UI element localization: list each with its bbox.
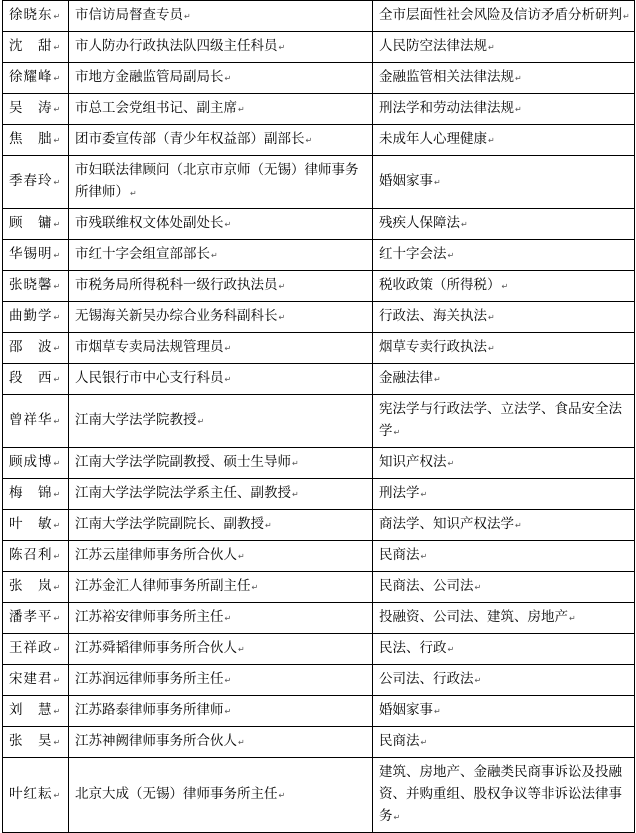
paragraph-mark-icon: ↵ <box>434 178 441 187</box>
paragraph-mark-icon: ↵ <box>53 375 62 384</box>
expert-specialty: 未成年人心理健康 <box>379 131 487 147</box>
paragraph-mark-icon: ↵ <box>53 282 62 291</box>
expert-specialty-cell <box>373 302 635 333</box>
expert-specialty-cell <box>373 209 635 240</box>
expert-name-cell <box>3 209 69 240</box>
table-row <box>3 32 635 63</box>
expert-specialty-cell <box>373 510 635 541</box>
expert-position-cell <box>69 333 373 364</box>
expert-name: 段 西 <box>9 370 53 386</box>
expert-name-cell <box>3 572 69 603</box>
expert-position-cell <box>69 209 373 240</box>
paragraph-mark-icon: ↵ <box>569 614 576 623</box>
expert-position-cell <box>69 156 373 209</box>
expert-position: 江苏金汇人律师事务所副主任 <box>75 578 251 594</box>
paragraph-mark-icon: ↵ <box>53 43 62 52</box>
table-row <box>3 448 635 479</box>
table-row <box>3 665 635 696</box>
expert-position-cell <box>69 240 373 271</box>
paragraph-mark-icon: ↵ <box>420 490 428 499</box>
expert-name: 宋建君 <box>9 671 53 687</box>
paragraph-mark-icon: ↵ <box>224 74 232 83</box>
expert-specialty-cell <box>373 63 635 94</box>
expert-specialty-cell <box>373 125 635 156</box>
table-row <box>3 395 635 448</box>
expert-position-cell <box>69 364 373 395</box>
expert-position: 市信访局督查专员 <box>75 7 183 23</box>
expert-specialty-cell <box>373 696 635 727</box>
expert-name: 季春玲 <box>9 173 53 189</box>
table-row <box>3 479 635 510</box>
expert-specialty-cell <box>373 634 635 665</box>
expert-name-cell <box>3 603 69 634</box>
expert-name-cell <box>3 94 69 125</box>
paragraph-mark-icon: ↵ <box>292 459 299 468</box>
expert-name: 叶红耘 <box>9 786 53 802</box>
expert-position: 人民银行市中心支行科员 <box>75 370 224 386</box>
paragraph-mark-icon: ↵ <box>53 136 62 145</box>
paragraph-mark-icon: ↵ <box>501 282 509 291</box>
expert-name: 焦 朏 <box>9 131 53 147</box>
expert-name-cell <box>3 479 69 510</box>
expert-specialty-cell <box>373 395 635 448</box>
paragraph-mark-icon: ↵ <box>53 220 62 229</box>
expert-specialty: 人民防空法律法规 <box>379 38 487 54</box>
table-row <box>3 510 635 541</box>
expert-specialty-cell <box>373 32 635 63</box>
paragraph-mark-icon: ↵ <box>265 521 272 530</box>
table-row <box>3 271 635 302</box>
expert-name-cell <box>3 240 69 271</box>
expert-position-cell <box>69 302 373 333</box>
expert-position-cell <box>69 727 373 758</box>
table-row <box>3 727 635 758</box>
paragraph-mark-icon: ↵ <box>623 12 630 21</box>
expert-position: 江苏云崖律师事务所合伙人 <box>75 547 237 563</box>
expert-name-cell <box>3 696 69 727</box>
table-row <box>3 156 635 209</box>
expert-name: 曲勤学 <box>9 308 53 324</box>
table-row <box>3 634 635 665</box>
expert-specialty: 知识产权法 <box>379 454 447 470</box>
expert-specialty-cell <box>373 240 635 271</box>
expert-position: 江南大学法学院教授 <box>75 412 197 428</box>
expert-position: 市红十字会组宣部部长 <box>75 246 210 262</box>
paragraph-mark-icon: ↵ <box>515 521 522 530</box>
expert-position: 江南大学法学院法学系主任、副教授 <box>75 485 291 501</box>
paragraph-mark-icon: ↵ <box>515 105 522 114</box>
expert-specialty-cell <box>373 541 635 572</box>
expert-name-cell <box>3 727 69 758</box>
table-row <box>3 63 635 94</box>
expert-name: 曾祥华 <box>9 412 53 428</box>
paragraph-mark-icon: ↵ <box>53 313 62 322</box>
paragraph-mark-icon: ↵ <box>224 676 232 685</box>
paragraph-mark-icon: ↵ <box>53 738 62 747</box>
paragraph-mark-icon: ↵ <box>251 583 259 592</box>
expert-specialty: 公司法、行政法 <box>379 671 474 687</box>
expert-specialty-cell <box>373 156 635 209</box>
expert-specialty: 行政法、海关执法 <box>379 308 487 324</box>
paragraph-mark-icon: ↵ <box>53 707 62 716</box>
paragraph-mark-icon: ↵ <box>420 738 428 747</box>
expert-position: 市地方金融监管局副局长 <box>75 69 224 85</box>
paragraph-mark-icon: ↵ <box>278 282 286 291</box>
expert-name: 王祥政 <box>9 640 53 656</box>
paragraph-mark-icon: ↵ <box>393 428 401 437</box>
paragraph-mark-icon: ↵ <box>434 707 441 716</box>
paragraph-mark-icon: ↵ <box>224 220 232 229</box>
expert-specialty: 金融监管相关法律法规 <box>379 69 514 85</box>
paragraph-mark-icon: ↵ <box>224 614 232 623</box>
expert-specialty-cell <box>373 603 635 634</box>
paragraph-mark-icon: ↵ <box>224 707 232 716</box>
table-row <box>3 240 635 271</box>
paragraph-mark-icon: ↵ <box>53 251 62 260</box>
expert-name: 顾成博 <box>9 454 53 470</box>
table-row <box>3 758 635 833</box>
expert-name-cell <box>3 302 69 333</box>
paragraph-mark-icon: ↵ <box>238 645 245 654</box>
paragraph-mark-icon: ↵ <box>53 521 62 530</box>
expert-position-cell <box>69 63 373 94</box>
expert-specialty: 残疾人保障法 <box>379 215 460 231</box>
expert-position: 江苏裕安律师事务所主任 <box>75 609 224 625</box>
paragraph-mark-icon: ↵ <box>53 459 62 468</box>
paragraph-mark-icon: ↵ <box>130 189 137 198</box>
paragraph-mark-icon: ↵ <box>488 344 495 353</box>
expert-name-cell <box>3 32 69 63</box>
expert-specialty: 民法、行政 <box>379 640 447 656</box>
expert-position-cell <box>69 32 373 63</box>
expert-name-cell <box>3 333 69 364</box>
expert-specialty: 婚姻家事 <box>379 173 433 189</box>
expert-specialty-cell <box>373 364 635 395</box>
expert-specialty: 婚姻家事 <box>379 702 433 718</box>
table-row <box>3 541 635 572</box>
expert-position-cell <box>69 125 373 156</box>
expert-specialty: 全市层面性社会风险及信访矛盾分析研判 <box>379 7 622 23</box>
expert-specialty: 民商法、公司法 <box>379 578 474 594</box>
expert-specialty: 民商法 <box>379 733 420 749</box>
table-row <box>3 94 635 125</box>
expert-position-cell <box>69 696 373 727</box>
expert-name: 陈召利 <box>9 547 53 563</box>
paragraph-mark-icon: ↵ <box>447 459 455 468</box>
expert-position: 北京大成（无锡）律师事务所主任 <box>75 786 278 802</box>
expert-position-cell <box>69 271 373 302</box>
paragraph-mark-icon: ↵ <box>53 791 62 800</box>
paragraph-mark-icon: ↵ <box>420 552 428 561</box>
expert-position: 市烟草专卖局法规管理员 <box>75 339 224 355</box>
expert-specialty-cell <box>373 758 635 833</box>
paragraph-mark-icon: ↵ <box>488 136 495 145</box>
expert-name-cell <box>3 634 69 665</box>
expert-name: 吴 涛 <box>9 100 53 116</box>
expert-position: 团市委宣传部（青少年权益部）副部长 <box>75 131 305 147</box>
expert-specialty: 税收政策（所得税） <box>379 277 501 293</box>
table-row <box>3 209 635 240</box>
paragraph-mark-icon: ↵ <box>224 344 232 353</box>
expert-position: 江苏舜韬律师事务所合伙人 <box>75 640 237 656</box>
expert-name-cell <box>3 271 69 302</box>
expert-specialty-cell <box>373 271 635 302</box>
expert-position-cell <box>69 1 373 32</box>
paragraph-mark-icon: ↵ <box>53 178 62 187</box>
expert-specialty-cell <box>373 479 635 510</box>
table-row <box>3 696 635 727</box>
legal-experts-table <box>2 0 635 833</box>
expert-position: 江苏路泰律师事务所律师 <box>75 702 224 718</box>
expert-name: 张 昊 <box>9 733 53 749</box>
expert-specialty-cell <box>373 572 635 603</box>
paragraph-mark-icon: ↵ <box>515 74 522 83</box>
paragraph-mark-icon: ↵ <box>184 12 191 21</box>
expert-name: 潘孝平 <box>9 609 53 625</box>
expert-specialty: 烟草专卖行政执法 <box>379 339 487 355</box>
expert-specialty-cell <box>373 727 635 758</box>
expert-name-cell <box>3 63 69 94</box>
paragraph-mark-icon: ↵ <box>224 375 232 384</box>
expert-name-cell <box>3 1 69 32</box>
paragraph-mark-icon: ↵ <box>447 251 455 260</box>
paragraph-mark-icon: ↵ <box>197 417 205 426</box>
expert-position: 江南大学法学院副教授、硕士生导师 <box>75 454 291 470</box>
paragraph-mark-icon: ↵ <box>211 251 218 260</box>
paragraph-mark-icon: ↵ <box>53 552 62 561</box>
paragraph-mark-icon: ↵ <box>53 105 62 114</box>
expert-name: 徐晓东 <box>9 7 53 23</box>
table-row <box>3 302 635 333</box>
expert-specialty-cell <box>373 94 635 125</box>
expert-name-cell <box>3 395 69 448</box>
paragraph-mark-icon: ↵ <box>53 645 62 654</box>
paragraph-mark-icon: ↵ <box>53 676 62 685</box>
expert-position: 市人防办行政执法队四级主任科员 <box>75 38 278 54</box>
expert-position-cell <box>69 395 373 448</box>
paragraph-mark-icon: ↵ <box>238 105 245 114</box>
expert-position-cell <box>69 758 373 833</box>
paragraph-mark-icon: ↵ <box>488 313 495 322</box>
expert-name-cell <box>3 364 69 395</box>
expert-specialty: 建筑、房地产、金融类民商事诉讼及投融资、并购重组、股权争议等非诉讼法律事务 <box>379 764 622 824</box>
paragraph-mark-icon: ↵ <box>53 74 62 83</box>
paragraph-mark-icon: ↵ <box>474 676 482 685</box>
expert-position-cell <box>69 634 373 665</box>
expert-position-cell <box>69 94 373 125</box>
table-row <box>3 572 635 603</box>
expert-specialty: 金融法律 <box>379 370 433 386</box>
paragraph-mark-icon: ↵ <box>474 583 482 592</box>
paragraph-mark-icon: ↵ <box>305 136 313 145</box>
expert-name-cell <box>3 758 69 833</box>
expert-specialty-cell <box>373 448 635 479</box>
expert-name-cell <box>3 665 69 696</box>
expert-specialty-cell <box>373 665 635 696</box>
expert-name: 叶 敏 <box>9 516 53 532</box>
paragraph-mark-icon: ↵ <box>53 417 62 426</box>
paragraph-mark-icon: ↵ <box>278 43 286 52</box>
paragraph-mark-icon: ↵ <box>393 813 401 822</box>
expert-specialty: 红十字会法 <box>379 246 447 262</box>
expert-position: 市总工会党组书记、副主席 <box>75 100 237 116</box>
table-row <box>3 364 635 395</box>
expert-position: 江南大学法学院副院长、副教授 <box>75 516 264 532</box>
expert-name-cell <box>3 448 69 479</box>
expert-position: 无锡海关新吴办综合业务科副科长 <box>75 308 278 324</box>
expert-position-cell <box>69 665 373 696</box>
expert-specialty: 商法学、知识产权法学 <box>379 516 514 532</box>
expert-name-cell <box>3 125 69 156</box>
legal-experts-table-body <box>3 1 635 833</box>
expert-position-cell <box>69 510 373 541</box>
expert-specialty: 宪法学与行政法学、立法学、食品安全法学 <box>379 401 622 439</box>
paragraph-mark-icon: ↵ <box>53 12 62 21</box>
expert-name: 顾 镛 <box>9 215 53 231</box>
expert-position-cell <box>69 603 373 634</box>
paragraph-mark-icon: ↵ <box>278 791 286 800</box>
paragraph-mark-icon: ↵ <box>53 344 62 353</box>
expert-name-cell <box>3 510 69 541</box>
expert-position-cell <box>69 541 373 572</box>
expert-name: 徐耀峰 <box>9 69 53 85</box>
expert-name-cell <box>3 156 69 209</box>
expert-name: 刘 慧 <box>9 702 53 718</box>
expert-name: 张晓馨 <box>9 277 53 293</box>
paragraph-mark-icon: ↵ <box>461 220 468 229</box>
expert-name: 邵 波 <box>9 339 53 355</box>
expert-position: 江苏润远律师事务所主任 <box>75 671 224 687</box>
expert-position: 市残联维权文体处副处长 <box>75 215 224 231</box>
paragraph-mark-icon: ↵ <box>292 490 299 499</box>
paragraph-mark-icon: ↵ <box>53 583 62 592</box>
paragraph-mark-icon: ↵ <box>488 43 495 52</box>
expert-specialty: 民商法 <box>379 547 420 563</box>
expert-name: 梅 锦 <box>9 485 53 501</box>
expert-name: 华锡明 <box>9 246 53 262</box>
table-row <box>3 333 635 364</box>
expert-specialty-cell <box>373 1 635 32</box>
expert-specialty: 投融资、公司法、建筑、房地产 <box>379 609 568 625</box>
paragraph-mark-icon: ↵ <box>238 738 245 747</box>
paragraph-mark-icon: ↵ <box>53 490 62 499</box>
expert-position-cell <box>69 479 373 510</box>
paragraph-mark-icon: ↵ <box>447 645 455 654</box>
expert-position: 市税务局所得税科一级行政执法员 <box>75 277 278 293</box>
expert-position-cell <box>69 572 373 603</box>
expert-specialty: 刑法学和劳动法律法规 <box>379 100 514 116</box>
expert-name-cell <box>3 541 69 572</box>
paragraph-mark-icon: ↵ <box>278 313 286 322</box>
expert-position: 市妇联法律顾问（北京市京师（无锡）律师事务所律师） <box>75 162 359 200</box>
expert-position: 江苏神阙律师事务所合伙人 <box>75 733 237 749</box>
paragraph-mark-icon: ↵ <box>53 614 62 623</box>
table-row <box>3 603 635 634</box>
paragraph-mark-icon: ↵ <box>238 552 245 561</box>
table-row <box>3 1 635 32</box>
expert-position-cell <box>69 448 373 479</box>
expert-specialty: 刑法学 <box>379 485 420 501</box>
expert-name: 沈 甜 <box>9 38 53 54</box>
expert-name: 张 岚 <box>9 578 53 594</box>
expert-specialty-cell <box>373 333 635 364</box>
table-row <box>3 125 635 156</box>
paragraph-mark-icon: ↵ <box>434 375 441 384</box>
